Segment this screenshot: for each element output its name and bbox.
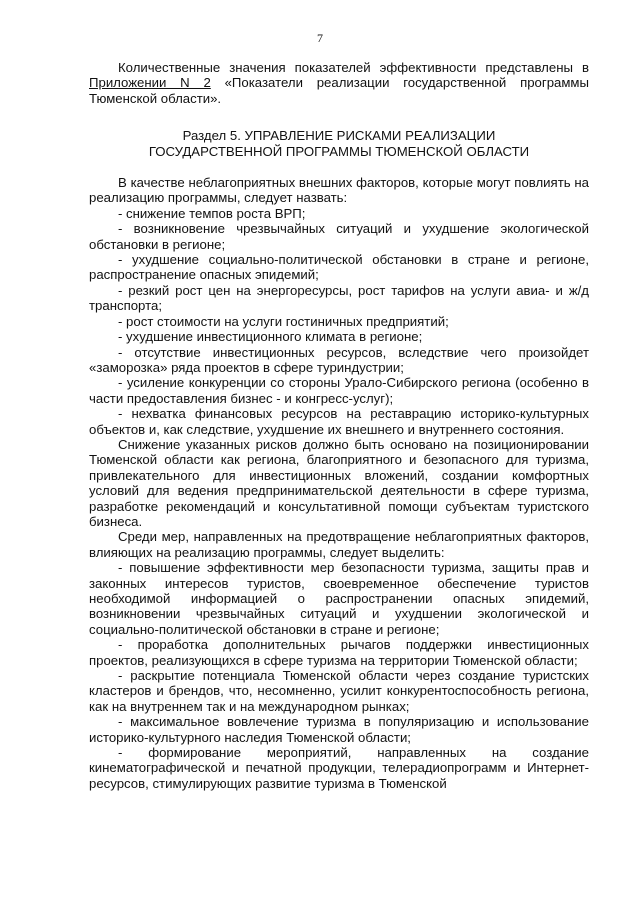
intro-text-after-link: «Показатели реализации государственной программы Тюменской области». <box>89 75 589 106</box>
risk-item: - рост стоимости на услуги гостиничных предприятий; <box>118 313 449 329</box>
document-body <box>89 60 589 791</box>
risk-item: - ухудшение социально-политической обстановки в стране и регионе, распространение опасных эпидемий; <box>89 252 589 283</box>
page-number: 7 <box>317 31 323 45</box>
mitigation-paragraph: Снижение указанных рисков должно быть основано на позиционировании Тюменской области как региона, благоприятного и безопасного для туризма, привлекательного для инвестиционных вложений, создании комфортных условий для ведения предпринимательской деятельности в сфере туризма, разработке рекомендаций и консультативной помощи субъектам туристского бизнеса. <box>89 436 589 529</box>
risk-item: - нехватка финансовых ресурсов на реставрацию историко-культурных объектов и, как следствие, ухудшение их внешнего и внутреннего состояния. <box>89 406 589 437</box>
intro-text-before-link: Количественные значения показателей эффективности представлены в <box>118 60 589 75</box>
risk-item: - резкий рост цен на энергоресурсы, рост тарифов на услуги авиа- и ж/д транспорта; <box>89 282 589 314</box>
risk-item: - возникновение чрезвычайных ситуаций и ухудшение экологической обстановки в регионе; <box>89 221 589 252</box>
measure-item: - проработка дополнительных рычагов поддержки инвестиционных проектов, реализующихся в сфере туризма на территории Тюменской области; <box>89 637 589 668</box>
risk-item: - отсутствие инвестиционных ресурсов, вследствие чего произойдет «заморозка» ряда проектов в сфере туриндустрии; <box>89 344 589 375</box>
intro-paragraph <box>89 60 589 106</box>
risk-item: - усиление конкуренции со стороны Урало-Сибирского региона (особенно в части предоставления бизнес - и конгресс-услуг); <box>89 375 589 406</box>
measure-item: - формирование мероприятий, направленных на создание кинематографической и печатной продукции, телерадиопрограмм и Интернет-ресурсов, стимулирующих развитие туризма в Тюменской <box>89 745 589 791</box>
section-heading-line-1: Раздел 5. УПРАВЛЕНИЕ РИСКАМИ РЕАЛИЗАЦИИ <box>182 128 496 144</box>
risk-item: - ухудшение инвестиционного климата в регионе; <box>118 329 423 345</box>
measure-item: - максимальное вовлечение туризма в популяризацию и использование историко-культурного наследия Тюменской области; <box>89 714 589 745</box>
measure-item: - раскрытие потенциала Тюменской области через создание туристских кластеров и брендов, что, несомненно, усилит конкурентоспособность региона, как на внутреннем так и на международном рынках; <box>89 668 589 714</box>
measures-intro-paragraph: Среди мер, направленных на предотвращение неблагоприятных факторов, влияющих на реализацию программы, следует выделить: <box>89 529 589 560</box>
appendix-link[interactable]: Приложении N 2 <box>89 75 211 91</box>
measure-item: - повышение эффективности мер безопасности туризма, защиты прав и законных интересов туристов, своевременное обеспечение туристов необходимой информацией о распространении опасных эпидемий, возникновении чрезвычайных ситуаций и ухудшении экологической и социально-политической обстановки в стране и регионе; <box>89 560 589 637</box>
risk-item: - снижение темпов роста ВРП; <box>118 205 306 221</box>
section-heading-line-2: ГОСУДАРСТВЕННОЙ ПРОГРАММЫ ТЮМЕНСКОЙ ОБЛАСТИ <box>148 143 530 159</box>
section-heading <box>89 128 589 159</box>
risks-intro-paragraph: В качестве неблагоприятных внешних факторов, которые могут повлиять на реализацию программы, следует назвать: <box>89 175 589 206</box>
